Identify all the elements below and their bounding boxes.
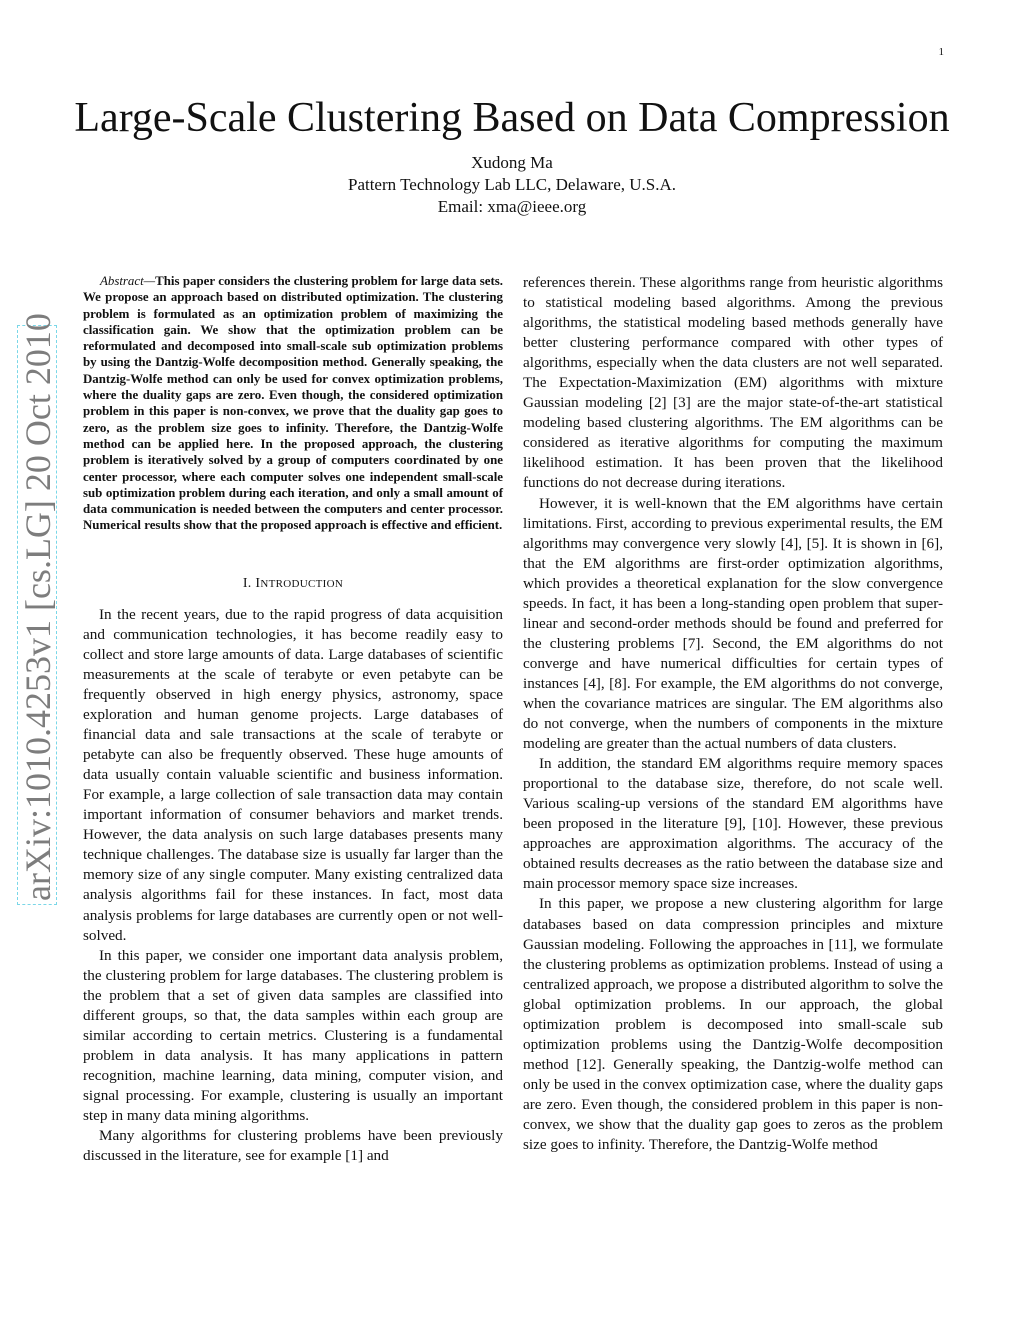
paper-title: Large-Scale Clustering Based on Data Compression: [74, 95, 950, 141]
paragraph: In addition, the standard EM algorithms require memory spaces proportional to the database size, therefore, do not scale well. Various scaling-up versions of the standard EM algorithms have been proposed in the literature [9], [10]. However, these previous approaches are approximation algorithms. The accuracy of the obtained results decreases as the ratio between the database size and main processor memory space size increases.: [523, 755, 943, 893]
paragraph: In this paper, we propose a new clustering algorithm for large databases based on data compression principles and mixture Gaussian modeling. Following the approaches in [11], we formulate the clustering problems as optimization problems. Instead of using a centralized approach, we propose a distributed algorithm to solve the global optimization problems. In our approach, the global optimization problem is decomposed into small-scale sub optimization problems using the Dantzig-Wolfe decomposition method [12]. Generally speaking, the Dantzig-wolfe method can only be used in the convex optimization case, where the duality gaps are zero. Even though, the considered problem in this paper is non-convex, we show that the duality gap goes to zeros as the problem size goes to infinity. Therefore, the Dantzig-Wolfe method: [523, 895, 943, 1154]
author-block: [0, 152, 1024, 218]
abstract-label: Abstract—: [100, 274, 156, 288]
section-title-rest: NTRODUCTION: [260, 577, 344, 590]
author-email: Email: xma@ieee.org: [437, 197, 587, 216]
author-affiliation: Pattern Technology Lab LLC, Delaware, U.S.A.: [347, 175, 677, 194]
page-number: 1: [938, 46, 944, 58]
right-column: [523, 273, 943, 1155]
section-number: I.: [242, 575, 252, 591]
paragraph: In this paper, we consider one important data analysis problem, the clustering problem for large databases. The clustering problem is the problem that a set of given data samples are classified into different groups, so that, the data samples within each group are similar according to certain metrics. Clustering is a fundamental problem in data analysis. It has many applications in pattern recognition, machine learning, data mining, computer vision, and signal processing. For example, clustering is usually an important step in many data mining algorithms.: [83, 946, 503, 1124]
paragraph: Many algorithms for clustering problems have been previously discussed in the literature, see for example [1] and: [83, 1127, 503, 1165]
arxiv-stamp: arXiv:1010.4253v1 [cs.LG] 20 Oct 2010: [17, 325, 57, 905]
author-name: Xudong Ma: [471, 153, 553, 172]
paragraph: However, it is well-known that the EM algorithms have certain limitations. First, according to previous experimental results, the EM algorithms may convergence very slowly [4], [5]. It is shown in [6], that the EM algorithms are first-order optimization algorithms, which provides a theoretical explanation for the slow convergence speeds. In fact, it has been a long-standing open problem that super-linear and second-order methods should be found and preferred for the clustering problems [7]. Second, the EM algorithms do not converge and have numerical difficulties for certain types of instances [4], [8]. For example, the EM algorithms do not converge, when the covariance matrices are singular. The EM algorithms also do not converge, when the numbers of components in the mixture modeling are greater than the actual numbers of data clusters.: [523, 494, 943, 753]
left-column: [83, 273, 503, 1166]
abstract-text: This paper considers the clustering problem for large data sets. We propose an approach based on distributed optimization. The clustering problem is formulated as an optimization problem of maximizing the classification gain. We show that the optimization problem can be reformulated and decomposed into small-scale sub optimization problems by using the Dantzig-Wolfe decomposition method. Generally speaking, the Dantzig-Wolfe method can only be used for convex optimization problems, where the duality gaps are zero. Even though, the considered optimization problem in this paper is non-convex, we prove that the duality gap goes to zero, as the problem size goes to infinity. Therefore, the Dantzig-Wolfe method can be applied here. In the proposed approach, the clustering problem is iteratively solved by a group of computers coordinated by one center processor, where each computer solves one independent small-scale sub optimization problem during each iteration, and only a small amount of data communication is needed between the computers and center processor. Numerical results show that the proposed approach is effective and efficient.: [83, 274, 503, 533]
section-heading-introduction: [83, 574, 503, 594]
abstract: [83, 273, 503, 534]
paragraph: references therein. These algorithms range from heuristic algorithms to statistical modeling based algorithms. Among the previous algorithms, the statistical modeling based methods generally have better clustering performance compared with other types of algorithms, especially when the data clusters are not well separated. The Expectation-Maximization (EM) algorithms with mixture Gaussian modeling [2] [3] are the major state-of-the-art statistical modeling based clustering algorithms. The EM algorithms can be considered as iterative algorithms for computing the maximum likelihood estimation. It has been proven that the likelihood functions do not decrease during iterations.: [523, 274, 943, 492]
section-title-first: I: [255, 575, 261, 591]
paragraph: In the recent years, due to the rapid progress of data acquisition and communication technologies, it has become readily easy to collect and store large amounts of data. Large databases of scientific measurements at the scale of terabyte or even petabyte can be frequently observed in high energy physics, astronomy, space exploration and human genome projects. Large databases of financial data and sale transactions at the scale of terabyte or petabyte can also be frequently observed. These huge amounts of data usually contain valuable scientific and business information. For example, a large collection of sale transaction data may contain important information of consumer behaviors and market trends. However, the data analysis on such large databases presents many technique challenges. The database size is usually far larger than the memory size of any single computer. Many existing centralized data analysis algorithms fail for these instances. In fact, most data analysis problems for large databases are currently open or not well-solved.: [83, 605, 503, 944]
